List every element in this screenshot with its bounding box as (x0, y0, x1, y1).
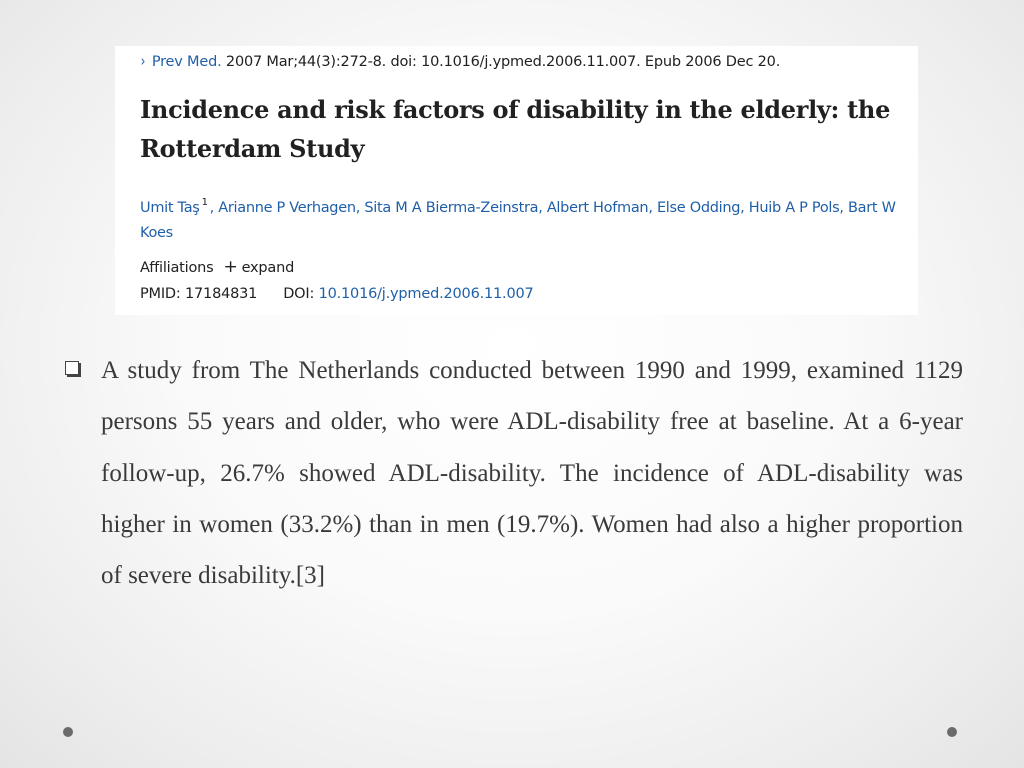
affiliations-label: Affiliations (140, 260, 214, 276)
pmid-label: PMID: 17184831 (140, 286, 258, 302)
doi-label: DOI: (283, 286, 319, 302)
author-links-rest[interactable]: , Arianne P Verhagen, Sita M A Bierma-Zeinstra, Albert Hofman, Else Odding, Huib A P Pols, Bart W Koes (140, 200, 896, 241)
expand-button[interactable]: expand (241, 260, 295, 276)
decorative-dot-left (63, 727, 73, 737)
chevron-right-icon: › (140, 52, 146, 70)
checkbox-bullet-icon (65, 361, 79, 375)
decorative-dot-right (947, 727, 957, 737)
bullet-paragraph: A study from The Netherlands conducted between 1990 and 1999, examined 1129 persons 55 years and older, who were ADL-disability free at baseline. At a 6-year follow-up, 26.7% showed ADL-disability. The incidence of ADL-disability was higher in women (33.2%) than in men (19.7%). Women had also a higher proportion of severe disability.[3] (101, 357, 963, 590)
identifiers-row (140, 286, 534, 302)
article-title: Incidence and risk factors of disability in the elderly: the Rotterdam Study (140, 95, 891, 163)
pubmed-citation-card (115, 46, 918, 315)
doi-link[interactable]: 10.1016/j.ypmed.2006.11.007 (318, 286, 534, 302)
author-list (140, 190, 915, 246)
affiliations-row (140, 257, 294, 277)
citation-line (140, 52, 780, 70)
affiliation-superscript[interactable]: 1 (201, 197, 208, 208)
plus-icon[interactable]: + (223, 257, 238, 277)
citation-details: 2007 Mar;44(3):272-8. doi: 10.1016/j.ypmed.2006.11.007. Epub 2006 Dec 20. (221, 54, 781, 70)
journal-link[interactable]: Prev Med. (151, 54, 222, 70)
author-link-first[interactable]: Umit Taş (140, 200, 200, 216)
